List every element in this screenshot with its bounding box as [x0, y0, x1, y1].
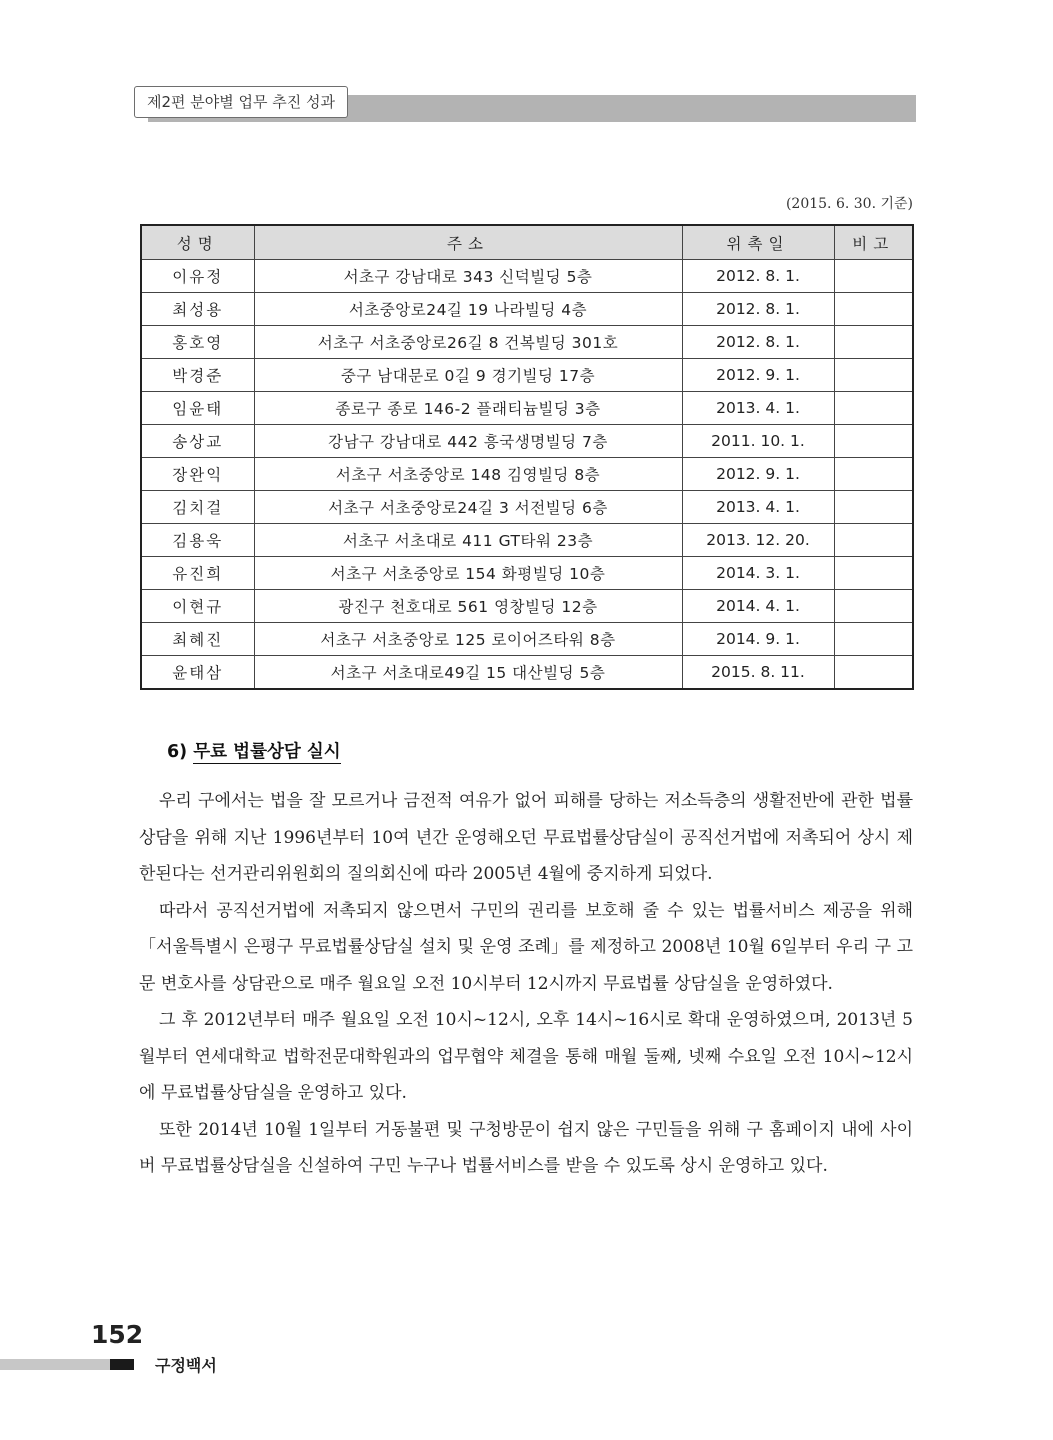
cell-address: 서초구 서초중앙로24길 3 서전빌딩 6층: [254, 491, 682, 524]
table-row: [141, 557, 913, 590]
cell-name: 임윤태: [141, 392, 254, 425]
cell-address: 서초구 서초중앙로 125 로이어즈타워 8층: [254, 623, 682, 656]
table-row: [141, 359, 913, 392]
paragraph: 그 후 2012년부터 매주 월요일 오전 10시~12시, 오후 14시~16시로 확대 운영하였으며, 2013년 5월부터 연세대학교 법학전문대학원과의 업무협약 체결을 통해 매월 둘째, 넷째 수요일 오전 10시~12시에 무료법률상담실을 운영하고 있다.: [139, 1010, 913, 1103]
cell-name: 김용욱: [141, 524, 254, 557]
table-row: [141, 392, 913, 425]
cell-address: 서초구 강남대로 343 신덕빌딩 5층: [254, 260, 682, 293]
cell-appointment-date: 2014. 9. 1.: [682, 623, 834, 656]
cell-name: 김치걸: [141, 491, 254, 524]
cell-name: 홍호영: [141, 326, 254, 359]
cell-name: 이유정: [141, 260, 254, 293]
cell-remarks: [834, 656, 913, 690]
cell-name: 박경준: [141, 359, 254, 392]
table-row: [141, 326, 913, 359]
cell-address: 강남구 강남대로 442 흥국생명빌딩 7층: [254, 425, 682, 458]
cell-remarks: [834, 458, 913, 491]
cell-name: 송상교: [141, 425, 254, 458]
cell-address: 종로구 종로 146-2 플래티늄빌딩 3층: [254, 392, 682, 425]
table-header-row: [141, 225, 913, 260]
cell-remarks: [834, 524, 913, 557]
cell-remarks: [834, 557, 913, 590]
paragraph: 또한 2014년 10월 1일부터 거동불편 및 구청방문이 쉽지 않은 구민들을 위해 구 홈페이지 내에 사이버 무료법률상담실을 신설하여 구민 누구나 법률서비스를 받을 수 있도록 상시 운영하고 있다.: [139, 1119, 913, 1176]
paragraph: 따라서 공직선거법에 저촉되지 않으면서 구민의 권리를 보호해 줄 수 있는 법률서비스 제공을 위해 「서울특별시 은평구 무료법률상담실 설치 및 운영 조례」를 제정하고 2008년 10월 6일부터 우리 구 고문 변호사를 상담관으로 매주 월요일 오전 10시부터 12시까지 무료법률 상담실을 운영하였다.: [139, 900, 913, 994]
cell-appointment-date: 2015. 8. 11.: [682, 656, 834, 690]
cell-remarks: [834, 590, 913, 623]
column-header-address: 주소: [254, 225, 682, 260]
cell-appointment-date: 2012. 9. 1.: [682, 458, 834, 491]
cell-appointment-date: 2013. 12. 20.: [682, 524, 834, 557]
footer-rule: [0, 1359, 110, 1370]
cell-remarks: [834, 623, 913, 656]
cell-address: 서초구 서초중앙로26길 8 건복빌딩 301호: [254, 326, 682, 359]
section-heading: [167, 738, 341, 763]
cell-appointment-date: 2014. 4. 1.: [682, 590, 834, 623]
cell-remarks: [834, 359, 913, 392]
table-row: [141, 524, 913, 557]
paragraph: 우리 구에서는 법을 잘 모르거나 금전적 여유가 없어 피해를 당하는 저소득층의 생활전반에 관한 법률상담을 위해 지난 1996년부터 10여 년간 운영해오던 무료법률상담실이 공직선거법에 저촉되어 상시 제한된다는 선거관리위원회의 질의회신에 따라 2005년 4월에 중지하게 되었다.: [139, 791, 913, 884]
footer-block: [110, 1359, 134, 1370]
column-header-name: 성명: [141, 225, 254, 260]
cell-address: 광진구 천호대로 561 영창빌딩 12층: [254, 590, 682, 623]
table-row: [141, 491, 913, 524]
cell-appointment-date: 2013. 4. 1.: [682, 491, 834, 524]
cell-appointment-date: 2014. 3. 1.: [682, 557, 834, 590]
table-row: [141, 293, 913, 326]
cell-appointment-date: 2012. 9. 1.: [682, 359, 834, 392]
page-number: 152: [91, 1320, 144, 1349]
cell-remarks: [834, 392, 913, 425]
table-body: [141, 260, 913, 690]
cell-appointment-date: 2011. 10. 1.: [682, 425, 834, 458]
cell-name: 최성용: [141, 293, 254, 326]
cell-name: 최혜진: [141, 623, 254, 656]
cell-appointment-date: 2012. 8. 1.: [682, 293, 834, 326]
cell-remarks: [834, 293, 913, 326]
table-row: [141, 623, 913, 656]
footer-book-title: 구정백서: [155, 1356, 217, 1375]
cell-address: 서초구 서초대로 411 GT타워 23층: [254, 524, 682, 557]
cell-name: 유진희: [141, 557, 254, 590]
section-number: 6): [167, 742, 188, 762]
column-header-remarks: 비고: [834, 225, 913, 260]
section-title: 무료 법률상담 실시: [193, 742, 341, 762]
cell-address: 서초구 서초중앙로 148 김영빌딩 8층: [254, 458, 682, 491]
cell-name: 장완익: [141, 458, 254, 491]
cell-address: 서초구 서초중앙로 154 화평빌딩 10층: [254, 557, 682, 590]
table-row: [141, 458, 913, 491]
cell-remarks: [834, 491, 913, 524]
cell-remarks: [834, 425, 913, 458]
cell-appointment-date: 2013. 4. 1.: [682, 392, 834, 425]
cell-remarks: [834, 326, 913, 359]
column-header-appointment-date: 위촉일: [682, 225, 834, 260]
cell-address: 중구 남대문로 0길 9 경기빌딩 17층: [254, 359, 682, 392]
table-row: [141, 425, 913, 458]
body-text: [139, 783, 913, 1185]
table-row: [141, 590, 913, 623]
attorney-table: [140, 224, 914, 690]
table-row: [141, 260, 913, 293]
cell-address: 서초구 서초대로49길 15 대산빌딩 5층: [254, 656, 682, 690]
cell-appointment-date: 2012. 8. 1.: [682, 260, 834, 293]
cell-name: 이현규: [141, 590, 254, 623]
section-header-tab: 제2편 분야별 업무 추진 성과: [134, 86, 348, 118]
cell-appointment-date: 2012. 8. 1.: [682, 326, 834, 359]
reference-date: (2015. 6. 30. 기준): [785, 196, 913, 212]
table-row: [141, 656, 913, 690]
cell-remarks: [834, 260, 913, 293]
cell-address: 서초중앙로24길 19 나라빌딩 4층: [254, 293, 682, 326]
cell-name: 윤태삼: [141, 656, 254, 690]
